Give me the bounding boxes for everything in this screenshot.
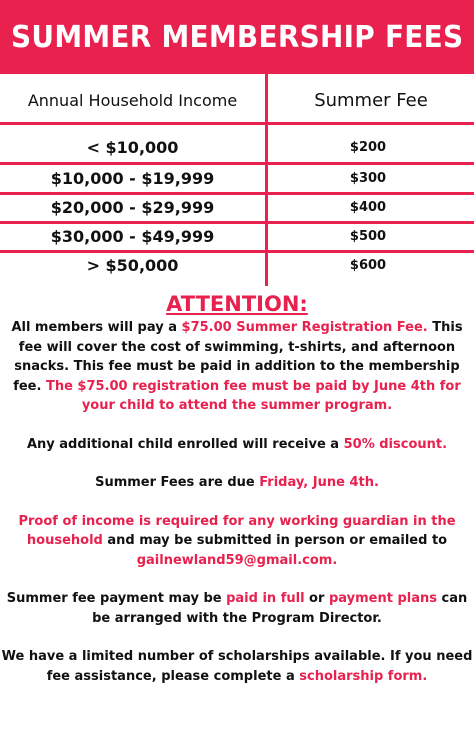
table-row <box>0 252 474 278</box>
proof-of-income-paragraph <box>0 512 474 571</box>
column-header-income: Annual Household Income <box>27 90 238 110</box>
highlight-text: Proof of income is required for any working guardian in the household <box>18 513 456 548</box>
income-cell: $10,000 - $19,999 <box>50 168 215 188</box>
table-divider <box>0 122 474 125</box>
text-span: All members will pay a <box>11 320 182 335</box>
table-row <box>0 134 474 160</box>
title-banner <box>0 0 474 74</box>
table-row <box>0 223 474 249</box>
fee-cell: $300 <box>349 170 387 186</box>
highlight-text: The $75.00 registration fee must be paid by June 4th for your child to attend the summer program. <box>45 378 461 413</box>
income-cell: > $50,000 <box>86 255 179 275</box>
highlight-text: payment plans <box>328 591 437 606</box>
text-span: We have a limited number of scholarships available. If you need fee assistance, please complete a <box>1 649 473 684</box>
highlight-text: Friday, June 4th. <box>259 475 379 490</box>
text-span: Summer Fees are due <box>95 475 260 490</box>
text-span: Summer fee payment may be <box>6 591 227 606</box>
fee-cell: $600 <box>349 257 387 273</box>
payment-paragraph <box>0 589 474 628</box>
table-column-divider <box>265 74 268 286</box>
registration-fee-paragraph <box>0 318 474 416</box>
page-title: SUMMER MEMBERSHIP FEES <box>10 19 464 55</box>
text-span: and may be submitted in person or emailed to <box>102 533 448 548</box>
highlight-text: paid in full <box>226 591 305 606</box>
email-link[interactable]: gailnewland59@gmail.com. <box>136 552 338 568</box>
income-cell: $30,000 - $49,999 <box>50 226 215 246</box>
income-cell: $20,000 - $29,999 <box>50 197 215 217</box>
notice-section <box>0 290 474 686</box>
text-span: Any additional child enrolled will receive a <box>26 436 344 452</box>
fee-cell: $400 <box>349 199 387 215</box>
fee-cell: $500 <box>349 228 387 244</box>
column-header-fee: Summer Fee <box>314 89 428 111</box>
discount-paragraph <box>0 435 474 455</box>
highlight-text: $75.00 Summer Registration Fee. <box>181 320 428 335</box>
attention-heading: ATTENTION: <box>166 292 308 316</box>
text-span: This fee will cover the cost of swimming, t-shirts, and afternoon snacks. This fee must be paid in addition to the membership fee. <box>13 320 463 394</box>
income-cell: < $10,000 <box>86 137 179 157</box>
table-row <box>0 194 474 220</box>
table-row <box>0 165 474 191</box>
highlight-text: 50% discount. <box>343 436 448 452</box>
fee-table <box>0 74 474 286</box>
scholarship-form-link[interactable]: scholarship form. <box>299 668 428 684</box>
text-span: can be arranged with the Program Director. <box>92 591 468 626</box>
due-date-paragraph <box>0 473 474 493</box>
fee-cell: $200 <box>349 139 387 155</box>
text-span: or <box>304 591 329 606</box>
scholarship-paragraph <box>0 647 474 686</box>
